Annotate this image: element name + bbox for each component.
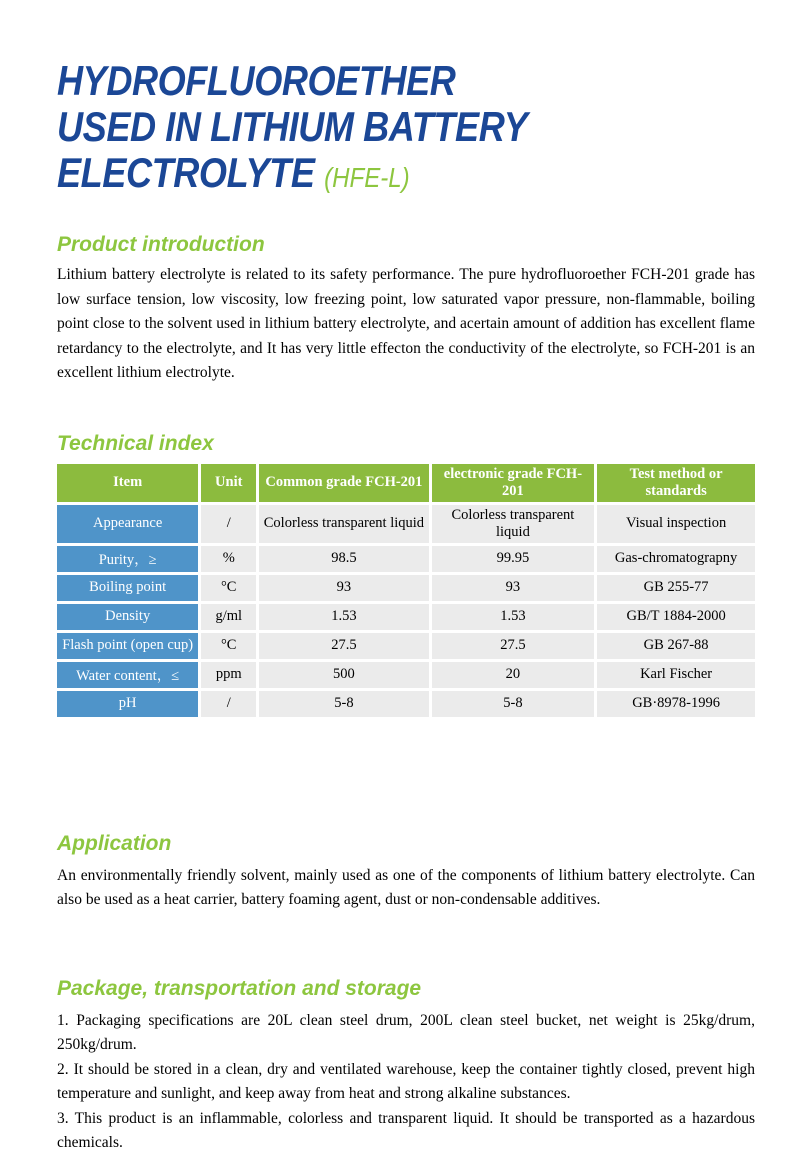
table-cell: /	[201, 691, 256, 717]
package-list	[57, 1009, 755, 1156]
table-cell: Colorless transparent liquid	[432, 505, 595, 543]
package-item-3: 3. This product is an inflammable, colorless and transparent liquid. It should be transported as a hazardous chemicals.	[57, 1109, 755, 1151]
table-row-appearance	[57, 505, 755, 543]
table-cell: 99.95	[432, 546, 595, 572]
section-heading-product-introduction: Product introduction	[57, 233, 265, 256]
table-cell: /	[201, 505, 256, 543]
section-heading-technical-index: Technical index	[57, 431, 214, 455]
section-heading-package: Package, transportation and storage	[57, 976, 422, 1000]
table-cell: Karl Fischer	[597, 662, 755, 688]
table-cell: GB/T 1884-2000	[597, 604, 755, 630]
table-cell: 1.53	[259, 604, 428, 630]
table-cell: g/ml	[201, 604, 256, 630]
row-header-cell: Density	[57, 604, 198, 630]
row-header-cell: pH	[57, 691, 198, 717]
title-line-3	[57, 150, 657, 201]
table-row-ph	[57, 691, 755, 717]
table-cell: 93	[259, 575, 428, 601]
table-cell: 5-8	[259, 691, 428, 717]
table-cell: °C	[201, 575, 256, 601]
table-row-water-content	[57, 662, 755, 688]
title-suffix: (HFE-L)	[324, 162, 410, 193]
column-header-common-grade: Common grade FCH-201	[259, 464, 428, 502]
section-heading-application: Application	[57, 831, 172, 855]
table-cell: 20	[432, 662, 595, 688]
table-cell: 93	[432, 575, 595, 601]
row-header-cell: Flash point (open cup)	[57, 633, 198, 659]
title-line-2: USED IN LITHIUM BATTERY	[57, 103, 528, 150]
table-cell: 27.5	[432, 633, 595, 659]
table-cell: Gas-chromatograpny	[597, 546, 755, 572]
technical-table	[54, 461, 758, 720]
table-row-boiling-point	[57, 575, 755, 601]
row-header-cell: Boiling point	[57, 575, 198, 601]
table-header-row	[57, 464, 755, 502]
table-cell: Visual inspection	[597, 505, 755, 543]
table-row-flash-point	[57, 633, 755, 659]
row-header-cell: Purity，≥	[57, 546, 198, 572]
table-cell: ppm	[201, 662, 256, 688]
package-item-1: 1. Packaging specifications are 20L clean steel drum, 200L clean steel bucket, net weight is 25kg/drum, 250kg/drum.	[57, 1011, 755, 1053]
column-header-unit: Unit	[201, 464, 256, 502]
table-cell: GB·8978-1996	[597, 691, 755, 717]
table-cell: 1.53	[432, 604, 595, 630]
table-cell: 27.5	[259, 633, 428, 659]
column-header-item: Item	[57, 464, 198, 502]
table-cell: 500	[259, 662, 428, 688]
table-cell: 98.5	[259, 546, 428, 572]
table-cell: GB 255-77	[597, 575, 755, 601]
title-line-1: HYDROFLUOROETHER	[57, 57, 456, 104]
row-header-cell: Appearance	[57, 505, 198, 543]
product-introduction-paragraph: Lithium battery electrolyte is related to its safety performance. The pure hydrofluoroether FCH-201 grade has low surface tension, low viscosity, low freezing point, low saturated vapor pressure, non-flammable, boiling point close to the solvent used in lithium battery electrolyte, and acertain amount of addition has excellent flame retardancy to the electrolyte, and It has very little effecton the conductivity of the electrolyte, so FCH-201 is an excellent lithium electrolyte.	[57, 266, 755, 381]
column-header-test-method: Test method or standards	[597, 464, 755, 502]
table-cell: GB 267-88	[597, 633, 755, 659]
title-line-3-text: ELECTROLYTE	[57, 149, 315, 196]
application-paragraph: An environmentally friendly solvent, mainly used as one of the components of lithium battery electrolyte. Can also be used as a heat carrier, battery foaming agent, dust or non-condensable additives.	[57, 866, 755, 908]
table-cell: Colorless transparent liquid	[259, 505, 428, 543]
technical-table-wrapper	[54, 461, 758, 720]
table-cell: 5-8	[432, 691, 595, 717]
package-item-2: 2. It should be stored in a clean, dry and ventilated warehouse, keep the container tightly closed, prevent high temperature and sunlight, and keep away from heat and strong alkaline substances.	[57, 1060, 755, 1102]
table-cell: °C	[201, 633, 256, 659]
table-row-purity	[57, 546, 755, 572]
page-title	[57, 58, 657, 201]
table-row-density	[57, 604, 755, 630]
table-cell: %	[201, 546, 256, 572]
column-header-electronic-grade: electronic grade FCH-201	[432, 464, 595, 502]
row-header-cell: Water content，≤	[57, 662, 198, 688]
